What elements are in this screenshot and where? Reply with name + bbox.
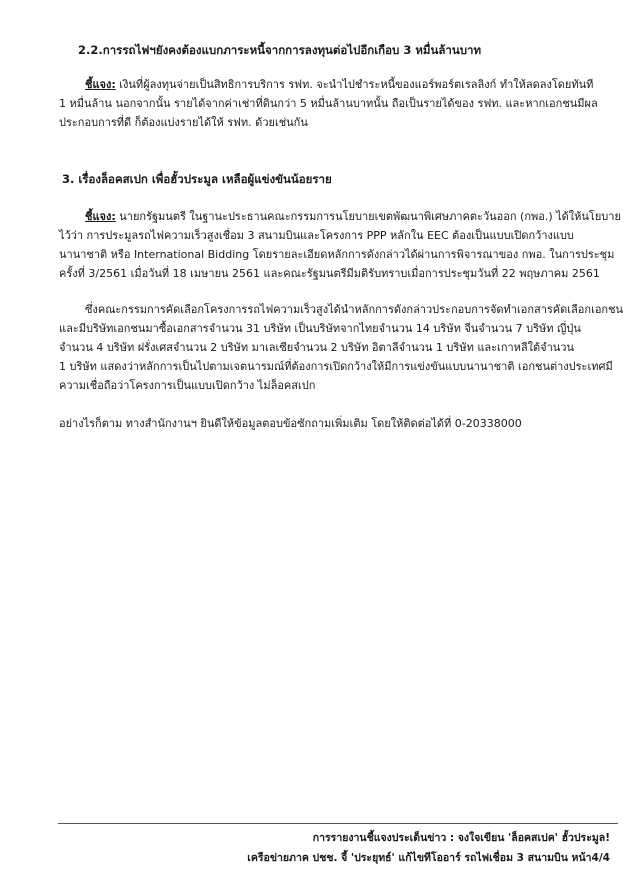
section-2-2-explanation	[59, 75, 598, 132]
section-3-p2-text-1: ซึ่งคณะกรรมการคัดเลือกโครงการรถไฟความเร็วสูงได้นำหลักการดังกล่าวประกอบการจัดทำเอกสารคัดเลือกเอกชน	[85, 303, 624, 316]
section-3-line-4: ครั้งที่ 3/2561 เมื่อวันที่ 18 เมษายน 2561 และคณะรัฐมนตรีมีมติรับทราบเมื่อการประชุมวันที่ 22 พฤษภาคม 2561	[59, 267, 600, 280]
closing-contact-line	[59, 414, 589, 433]
section-3-p2-line-4: 1 บริษัท แสดงว่าหลักการเป็นไปตามเจตนารมณ์ที่ต้องการเปิดกว้างให้มีการแข่งขันแบบนานาชาติ เอกชนต่างประเทศมี	[59, 360, 613, 373]
section-3-paragraph-2	[59, 300, 624, 395]
section-3-line-1	[59, 207, 621, 226]
section-3-label: ชี้แจง:	[85, 210, 116, 223]
section-3-explanation	[59, 207, 621, 283]
section-3-p2-line-1	[59, 300, 624, 319]
section-2-2-line-2: 1 หมื่นล้าน นอกจากนั้น รายได้จากค่าเช่าที่ดินกว่า 5 หมื่นล้านบาทนั้น ถือเป็นรายได้ของ รฟท. และหากเอกชนมีผล	[59, 97, 598, 110]
section-3-p2-line-3: จำนวน 4 บริษัท ฝรั่งเศสจำนวน 2 บริษัท มาเลเซียจำนวน 2 บริษัท อิตาลีจำนวน 1 บริษัท และเกาหลีใต้จำนวน	[59, 341, 575, 354]
section-3-heading: 3. เรื่องล็อคสเปก เพื่อฮั้วประมูล เหลือผู้แข่งขันน้อยราย	[62, 172, 332, 186]
footer-title-line-2: เครือข่ายภาค ปชช. จี้ 'ประยุทธ์' แก้ไขทีโออาร์ รถไฟเชื่อม 3 สนามบิน หน้า4/4	[247, 852, 610, 864]
section-2-2-heading: 2.2.การรถไฟฯยังคงต้องแบกภาระหนี้จากการลงทุนต่อไปอีกเกือบ 3 หมื่นล้านบาท	[78, 43, 482, 57]
footer-divider	[58, 823, 618, 824]
footer-title-line-1: การรายงานชี้แจงประเด็นข่าว : จงใจเขียน 'ล็อคสเปค' ฮั้วประมูล!	[312, 832, 610, 844]
section-3-p2-line-5: ความเชื่อถือว่าโครงการเป็นแบบเปิดกว้าง ไม่ล็อคสเปก	[59, 379, 316, 392]
section-2-2-label: ชี้แจง:	[85, 78, 116, 91]
section-3-p2-line-2: และมีบริษัทเอกชนมาซื้อเอกสารจำนวน 31 บริษัท เป็นบริษัทจากไทยจำนวน 14 บริษัท จีนจำนวน 7 บริษัท ญี่ปุ่น	[59, 322, 581, 335]
closing-text: อย่างไรก็ตาม ทางสำนักงานฯ ยินดีให้ข้อมูลตอบข้อซักถามเพิ่มเติม โดยให้ติดต่อได้ที่ 0-20338000	[59, 417, 522, 430]
section-3-text-1: นายกรัฐมนตรี ในฐานะประธานคณะกรรมการนโยบายเขตพัฒนาพิเศษภาคตะวันออก (กพอ.) ได้ให้นโยบาย	[115, 210, 621, 223]
section-2-2-line-3: ประกอบการที่ดี ก็ต้องแบ่งรายได้ให้ รฟท. ด้วยเช่นกัน	[59, 116, 308, 129]
section-2-2-text-1: เงินที่ผู้ลงทุนจ่ายเป็นสิทธิการบริการ รฟท. จะนำไปชำระหนี้ของแอร์พอร์ตเรลลิงก์ ทำให้ลดลงโดยทันที	[115, 78, 594, 91]
section-2-2-line-1	[59, 75, 594, 94]
section-3-line-2: ไว้ว่า การประมูลรถไฟความเร็วสูงเชื่อม 3 สนามบินและโครงการ PPP หลักใน EEC ต้องเป็นแบบเปิดกว้างแบบ	[59, 229, 574, 242]
section-3-line-3: นานาชาติ หรือ International Bidding โดยรายละเอียดหลักการดังกล่าวได้ผ่านการพิจารณาของ กพอ. ในการประชุม	[59, 248, 615, 261]
